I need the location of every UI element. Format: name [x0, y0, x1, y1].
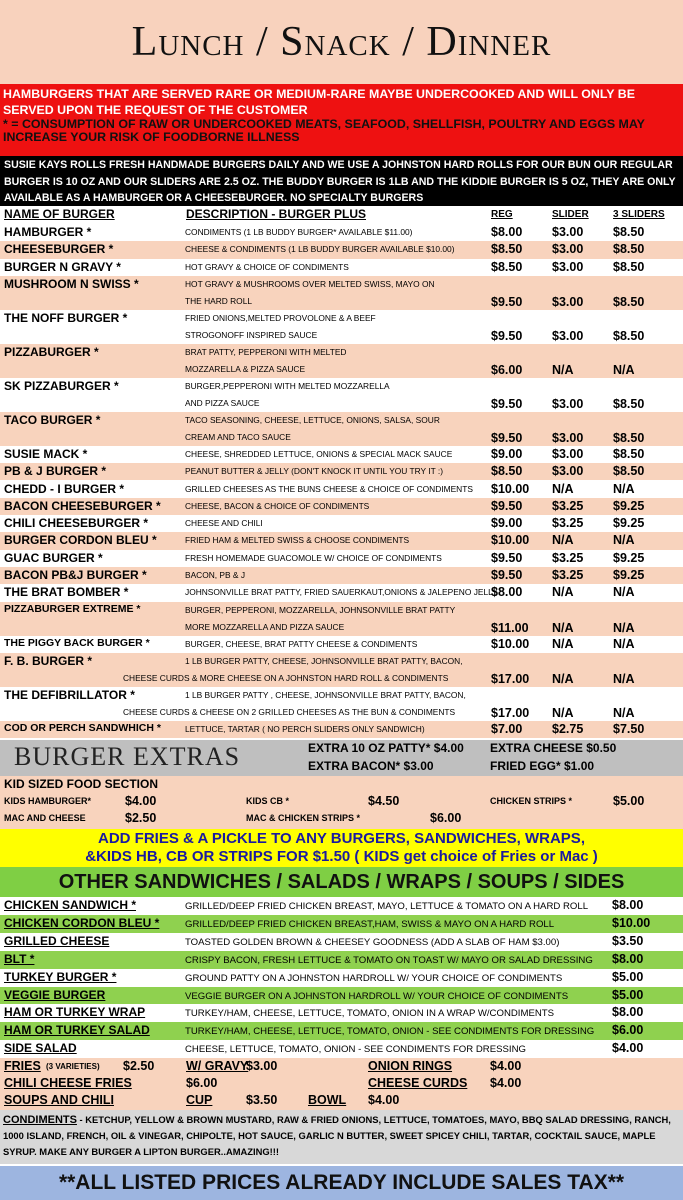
price-3-sliders: $8.50: [613, 464, 645, 479]
price-3-sliders: $9.25: [613, 568, 645, 582]
burger-row: [0, 259, 683, 276]
chili-cheese-fries-price: $6.00: [186, 1076, 218, 1090]
kids-hamburger: KIDS HAMBURGER*: [4, 796, 92, 806]
burger-description: FRIED ONIONS,MELTED PROVOLONE & A BEEF: [185, 312, 376, 323]
burger-description: CHEESE & CONDIMENTS (1 LB BUDDY BURGER AVAILABLE $10.00): [185, 244, 455, 255]
burger-row: [0, 636, 683, 653]
onion-rings: ONION RINGS: [368, 1059, 453, 1073]
price-slider: $3.00: [552, 430, 584, 445]
other-item-price: $8.00: [612, 1005, 644, 1020]
price-slider: $3.00: [552, 225, 584, 239]
chicken-strips: CHICKEN STRIPS *: [490, 796, 573, 806]
other-item-price: $6.00: [612, 1023, 644, 1038]
fries-line-2: &KIDS HB, CB OR STRIPS FOR $1.50 ( KIDS get choice of Fries or Mac ): [85, 847, 598, 865]
price-regular: $6.00: [491, 362, 523, 377]
price-regular: $8.50: [491, 464, 523, 479]
price-regular: $9.50: [491, 568, 523, 582]
burger-name: PIZZABURGER *: [4, 344, 99, 359]
other-item-description: TOASTED GOLDEN BROWN & CHEESEY GOODNESS (ADD A SLAB OF HAM $3.00): [185, 936, 560, 948]
burger-extras-section: [0, 740, 683, 776]
other-item-row: [0, 933, 683, 951]
other-item-row: [0, 969, 683, 987]
other-item-name: BLT *: [4, 951, 35, 966]
burger-name: HAMBURGER *: [4, 225, 92, 239]
condiments-label: CONDIMENTS: [3, 1114, 77, 1126]
extra-patty: EXTRA 10 OZ PATTY* $4.00: [308, 741, 464, 755]
price-3-sliders: N/A: [613, 481, 635, 496]
burger-description: BURGER,PEPPERONI WITH MELTED MOZZARELLA: [185, 380, 390, 391]
burger-name: SK PIZZABURGER *: [4, 378, 119, 393]
intro-text: SUSIE KAYS ROLLS FRESH HANDMADE BURGERS DAILY AND WE USE A JOHNSTON HARD ROLLS FOR OUR BUN OUR REGULAR BURGER IS 10 OZ AND OUR SLIDERS ARE 2.5 OZ. THE BUDDY BURGER IS 1LB AND THE KIDDIE BURGER IS 5 OZ, THEY ARE ONLY AVAILABLE AS A HAMBURGER OR A CHEESEBURGER. NO SPECIALTY BURGERS: [4, 159, 676, 204]
fried-egg: FRIED EGG* $1.00: [490, 759, 595, 773]
burger-description: BURGER, CHEESE, BRAT PATTY CHEESE & CONDIMENTS: [185, 638, 418, 649]
price-regular: $17.00: [491, 671, 530, 686]
burger-row: [0, 498, 683, 515]
other-item-name: GRILLED CHEESE: [4, 933, 110, 948]
burger-row: [0, 687, 683, 721]
mac-chicken-strips: MAC & CHICKEN STRIPS *: [246, 813, 361, 823]
mac-and-cheese: MAC AND CHEESE: [4, 813, 86, 823]
price-3-sliders: $9.25: [613, 516, 645, 531]
price-regular: $9.00: [491, 446, 523, 461]
other-item-row: [0, 915, 683, 933]
burger-description-line-2: CHEESE CURDS & CHEESE ON 2 GRILLED CHEESES AS THE BUN & CONDIMENTS: [123, 706, 456, 717]
burger-row: [0, 721, 683, 738]
burger-description: HOT GRAVY & MUSHROOMS OVER MELTED SWISS, MAYO ON: [185, 278, 435, 289]
burger-description-line-2: THE HARD ROLL: [185, 295, 253, 306]
price-slider: N/A: [552, 362, 574, 377]
fries-note: (3 VARIETIES): [46, 1062, 100, 1071]
burger-row: [0, 463, 683, 480]
price-3-sliders: $8.50: [613, 259, 645, 274]
burger-row: [0, 653, 683, 687]
other-item-name: CHICKEN CORDON BLEU *: [4, 915, 160, 930]
price-regular: $8.50: [491, 259, 523, 274]
burger-description-line-2: MOZZARELLA & PIZZA SAUCE: [185, 363, 306, 374]
burger-name: BACON PB&J BURGER *: [4, 568, 147, 582]
price-regular: $17.00: [491, 705, 530, 720]
price-slider: $3.00: [552, 259, 584, 274]
burger-description-line-2: MORE MOZZARELLA AND PIZZA SAUCE: [185, 621, 345, 632]
other-item-description: GRILLED/DEEP FRIED CHICKEN BREAST,HAM, SWISS & MAYO ON A HARD ROLL: [185, 918, 555, 930]
burger-name: CHILI CHEESEBURGER *: [4, 516, 149, 531]
price-3-sliders: $8.50: [613, 294, 645, 309]
other-item-name: HAM OR TURKEY SALAD: [4, 1023, 150, 1038]
price-3-sliders: $8.50: [613, 430, 645, 445]
burger-row: [0, 584, 683, 601]
other-section-title: [0, 867, 683, 897]
bowl-price: $4.00: [368, 1093, 400, 1107]
other-item-description: TURKEY/HAM, CHEESE, LETTUCE, TOMATO, ONION IN A WRAP W/CONDIMENTS: [185, 1008, 555, 1020]
burger-name: SUSIE MACK *: [4, 446, 88, 461]
burger-name: MUSHROOM N SWISS *: [4, 276, 139, 291]
burger-description: PEANUT BUTTER & JELLY (DON'T KNOCK IT UNTIL YOU TRY IT :): [185, 466, 444, 477]
burger-name: PIZZABURGER EXTREME *: [4, 602, 141, 615]
other-item-name: CHICKEN SANDWICH *: [4, 898, 136, 912]
other-item-description: GRILLED/DEEP FRIED CHICKEN BREAST, MAYO, LETTUCE & TOMATO ON A HARD ROLL: [185, 901, 589, 912]
other-item-name: HAM OR TURKEY WRAP: [4, 1005, 146, 1020]
price-slider: N/A: [552, 705, 574, 720]
price-3-sliders: $9.25: [613, 550, 645, 565]
burger-row: [0, 602, 683, 636]
condiments-section: [0, 1110, 683, 1164]
header-slider: SLIDER: [552, 209, 589, 220]
price-3-sliders: $9.25: [613, 498, 645, 513]
cheese-curds-price: $4.00: [490, 1076, 522, 1090]
burger-name: CHEDD - I BURGER *: [4, 481, 125, 496]
onion-rings-price: $4.00: [490, 1059, 522, 1073]
price-regular: $9.50: [491, 550, 523, 565]
burger-table-header: [0, 206, 683, 224]
cup: CUP: [186, 1093, 213, 1107]
other-item-price: $5.00: [612, 969, 644, 984]
burger-description: CHEESE AND CHILI: [185, 518, 263, 529]
price-regular: $9.50: [491, 396, 523, 411]
price-regular: $9.50: [491, 430, 523, 445]
burger-name: PB & J BURGER *: [4, 464, 107, 479]
burger-name: THE DEFIBRILLATOR *: [4, 687, 135, 702]
tax-footer: [0, 1164, 683, 1200]
price-slider: $3.00: [552, 446, 584, 461]
burger-description: CONDIMENTS (1 LB BUDDY BURGER* AVAILABLE $11.00): [185, 227, 413, 237]
price-regular: $8.50: [491, 242, 523, 257]
price-slider: $3.00: [552, 396, 584, 411]
other-item-price: $10.00: [612, 915, 651, 930]
price-3-sliders: N/A: [613, 636, 635, 651]
burger-name: CHEESEBURGER *: [4, 242, 114, 257]
fries-price: $2.50: [123, 1059, 155, 1073]
price-3-sliders: N/A: [613, 585, 635, 600]
other-item-price: $8.00: [612, 951, 644, 966]
price-slider: $3.25: [552, 568, 584, 582]
mac-chicken-strips-price: $6.00: [430, 811, 462, 825]
other-item-row: [0, 951, 683, 969]
other-item-row: [0, 1040, 683, 1058]
other-item-row: [0, 1004, 683, 1022]
rare-warning: HAMBURGERS THAT ARE SERVED RARE OR MEDIUM-RARE MAYBE UNDERCOOKED AND WILL ONLY BE SERVED UPON THE REQUEST OF THE CUSTOMER: [3, 87, 635, 117]
kids-cb: KIDS CB *: [246, 796, 290, 806]
footer-text: **ALL LISTED PRICES ALREADY INCLUDE SALES TAX**: [58, 1171, 625, 1194]
other-item-price: $8.00: [612, 898, 644, 912]
other-item-price: $4.00: [612, 1041, 644, 1056]
burger-row: [0, 378, 683, 412]
price-3-sliders: N/A: [613, 705, 635, 720]
price-slider: $2.75: [552, 721, 584, 736]
burger-description: GRILLED CHEESES AS THE BUNS CHEESE & CHOICE OF CONDIMENTS: [185, 483, 473, 494]
price-slider: $3.25: [552, 550, 584, 565]
burger-description: FRESH HOMEMADE GUACOMOLE W/ CHOICE OF CONDIMENTS: [185, 552, 442, 563]
header-3-sliders: 3 SLIDERS: [613, 209, 665, 220]
price-slider: $3.25: [552, 516, 584, 531]
other-item-name: VEGGIE BURGER: [4, 987, 106, 1002]
burger-description: CHEESE, SHREDDED LETTUCE, ONIONS & SPECIAL MACK SAUCE: [185, 448, 453, 459]
chicken-strips-price: $5.00: [613, 794, 645, 808]
other-item-name: SIDE SALAD: [4, 1041, 77, 1056]
fries-addon-banner: [0, 829, 683, 867]
burger-name: COD OR PERCH SANDWHICH *: [4, 721, 161, 734]
menu-title: Lunch / Snack / Dinner: [131, 19, 552, 65]
kids-hamburger-price: $4.00: [125, 794, 157, 808]
header-name: NAME OF BURGER: [4, 207, 115, 221]
burger-description: BRAT PATTY, PEPPERONI WITH MELTED: [185, 346, 347, 357]
header-description: DESCRIPTION - BURGER PLUS: [186, 207, 367, 221]
price-3-sliders: N/A: [613, 533, 635, 548]
price-slider: N/A: [552, 636, 574, 651]
intro-box: [0, 156, 683, 206]
price-slider: $3.00: [552, 242, 584, 257]
other-item-row: [0, 987, 683, 1005]
price-regular: $8.00: [491, 585, 523, 600]
other-item-description: TURKEY/HAM, CHEESE, LETTUCE, TOMATO, ONION - SEE CONDIMENTS FOR DRESSING: [185, 1026, 595, 1038]
price-slider: N/A: [552, 533, 574, 548]
header-reg: REG: [491, 209, 513, 220]
extra-cheese: EXTRA CHEESE $0.50: [490, 741, 617, 755]
burger-description: 1 LB BURGER PATTY, CHEESE, JOHNSONVILLE BRAT PATTY, BACON,: [185, 655, 463, 666]
mac-and-cheese-price: $2.50: [125, 811, 157, 825]
price-slider: $3.00: [552, 294, 584, 309]
price-regular: $8.00: [491, 225, 523, 239]
burger-row: [0, 344, 683, 378]
fries-line-1: ADD FRIES & A PICKLE TO ANY BURGERS, SANDWICHES, WRAPS,: [98, 830, 585, 847]
extra-bacon: EXTRA BACON* $3.00: [308, 759, 434, 773]
burger-name: GUAC BURGER *: [4, 550, 103, 565]
burger-row: [0, 515, 683, 532]
burger-row: [0, 310, 683, 344]
burger-name: BACON CHEESEBURGER *: [4, 498, 161, 513]
burger-description: HOT GRAVY & CHOICE OF CONDIMENTS: [185, 261, 349, 272]
kids-cb-price: $4.50: [368, 794, 400, 808]
price-regular: $9.00: [491, 516, 523, 531]
price-slider: $3.00: [552, 464, 584, 479]
price-3-sliders: $8.50: [613, 225, 645, 239]
fries: FRIES: [4, 1059, 41, 1073]
price-regular: $7.00: [491, 721, 523, 736]
price-regular: $11.00: [491, 620, 529, 635]
kids-section: [0, 776, 683, 829]
burger-row: [0, 567, 683, 584]
burger-row: [0, 446, 683, 463]
burger-name: F. B. BURGER *: [4, 653, 93, 668]
other-item-price: $5.00: [612, 987, 644, 1002]
other-item-row: [0, 897, 683, 915]
price-regular: $10.00: [491, 533, 530, 548]
burger-description: CHEESE, BACON & CHOICE OF CONDIMENTS: [185, 500, 370, 511]
burger-name: THE PIGGY BACK BURGER *: [4, 636, 150, 649]
price-slider: $3.00: [552, 328, 584, 343]
bowl: BOWL: [308, 1093, 347, 1107]
other-item-description: GROUND PATTY ON A JOHNSTON HARDROLL W/ YOUR CHOICE OF CONDIMENTS: [185, 972, 563, 984]
price-slider: N/A: [552, 481, 574, 496]
menu-title-banner: [0, 0, 683, 84]
price-regular: $10.00: [491, 636, 530, 651]
burger-name: BURGER CORDON BLEU *: [4, 533, 157, 548]
chili-cheese-fries: CHILI CHEESE FRIES: [4, 1076, 132, 1090]
burger-description: BURGER, PEPPERONI, MOZZARELLA, JOHNSONVILLE BRAT PATTY: [185, 604, 456, 615]
price-regular: $9.50: [491, 328, 523, 343]
burger-description: BACON, PB & J: [185, 570, 246, 580]
burger-row: [0, 481, 683, 498]
other-item-description: VEGGIE BURGER ON A JOHNSTON HARDROLL W/ YOUR CHOICE OF CONDIMENTS: [185, 990, 569, 1002]
condiments-text: - KETCHUP, YELLOW & BROWN MUSTARD, RAW & FRIED ONIONS, LETTUCE, TOMATOES, MAYO, BBQ SALAD DRESSING, RANCH, 1000 ISLAND, FRENCH, OIL & VINEGAR, CHIPOLTE, HOT SAUCE, GARLIC N BUTTER, SWEET SPICEY CHILI, TARTAR, COCKTAIL SAUCE, MAPLE SYRUP. MAKE ANY BURGER A LIPTON BURGER..AMAZING!!!: [3, 1114, 671, 1157]
price-3-sliders: N/A: [613, 620, 635, 635]
burger-name: TACO BURGER *: [4, 412, 101, 427]
burger-row: [0, 241, 683, 258]
other-item-description: CHEESE, LETTUCE, TOMATO, ONION - SEE CONDIMENTS FOR DRESSING: [185, 1044, 526, 1056]
price-3-sliders: $8.50: [613, 446, 645, 461]
other-item-description: CRISPY BACON, FRESH LETTUCE & TOMATO ON TOAST W/ MAYO OR SALAD DRESSING: [185, 954, 593, 966]
price-3-sliders: $8.50: [613, 328, 645, 343]
burger-description: TACO SEASONING, CHEESE, LETTUCE, ONIONS, SALSA, SOUR: [185, 414, 440, 425]
burger-row: [0, 412, 683, 446]
kids-title: KID SIZED FOOD SECTION: [4, 777, 159, 791]
other-title: OTHER SANDWICHES / SALADS / WRAPS / SOUPS / SIDES: [58, 871, 625, 893]
price-3-sliders: $8.50: [613, 242, 645, 257]
extras-title: BURGER EXTRAS: [14, 742, 241, 771]
price-3-sliders: $8.50: [613, 396, 645, 411]
price-slider: N/A: [552, 671, 574, 686]
burger-description: LETTUCE, TARTAR ( NO PERCH SLIDERS ONLY SANDWICH): [185, 723, 425, 734]
burger-row: [0, 276, 683, 310]
burger-description-line-2: CREAM AND TACO SAUCE: [185, 431, 291, 442]
price-regular: $9.50: [491, 294, 523, 309]
price-slider: N/A: [552, 585, 574, 600]
price-3-sliders: N/A: [613, 671, 635, 686]
burger-name: BURGER N GRAVY *: [4, 259, 121, 274]
price-slider: $3.25: [552, 498, 584, 513]
soups-and-chili: SOUPS AND CHILI: [4, 1093, 114, 1107]
cheese-curds: CHEESE CURDS: [368, 1076, 468, 1090]
foodborne-warning: * = CONSUMPTION OF RAW OR UNDERCOOKED MEATS, SEAFOOD, SHELLFISH, POULTRY AND EGGS MAY INCREASE YOUR RISK OF FOODBORNE ILLNESS: [3, 117, 645, 144]
burger-description: JOHNSONVILLE BRAT PATTY, FRIED SAUERKAUT,ONIONS & JALEPENO JELLY: [185, 587, 498, 598]
other-item-price: $3.50: [612, 933, 644, 948]
gravy-price: $3.00: [246, 1059, 278, 1073]
sides-section: [0, 1058, 683, 1110]
burger-name: THE NOFF BURGER *: [4, 310, 128, 325]
burger-description: FRIED HAM & MELTED SWISS & CHOOSE CONDIMENTS: [185, 535, 410, 546]
price-slider: N/A: [552, 620, 574, 635]
burger-row: [0, 224, 683, 241]
other-item-name: TURKEY BURGER *: [4, 969, 117, 984]
burger-row: [0, 550, 683, 567]
burger-description-line-2: STROGONOFF INSPIRED SAUCE: [185, 329, 318, 340]
burger-description-line-2: CHEESE CURDS & MORE CHEESE ON A JOHNSTON HARD ROLL & CONDIMENTS: [123, 672, 449, 683]
warning-box: [0, 84, 683, 156]
burger-name: THE BRAT BOMBER *: [4, 585, 129, 600]
other-item-row: [0, 1022, 683, 1040]
cup-price: $3.50: [246, 1093, 278, 1107]
price-regular: $9.50: [491, 498, 523, 513]
burger-row: [0, 532, 683, 549]
burger-description-line-2: AND PIZZA SAUCE: [185, 397, 260, 408]
price-3-sliders: $7.50: [613, 721, 645, 736]
gravy: W/ GRAVY: [186, 1059, 249, 1073]
burger-description: 1 LB BURGER PATTY , CHEESE, JOHNSONVILLE BRAT PATTY, BACON,: [185, 689, 466, 700]
price-regular: $10.00: [491, 481, 530, 496]
price-3-sliders: N/A: [613, 362, 635, 377]
